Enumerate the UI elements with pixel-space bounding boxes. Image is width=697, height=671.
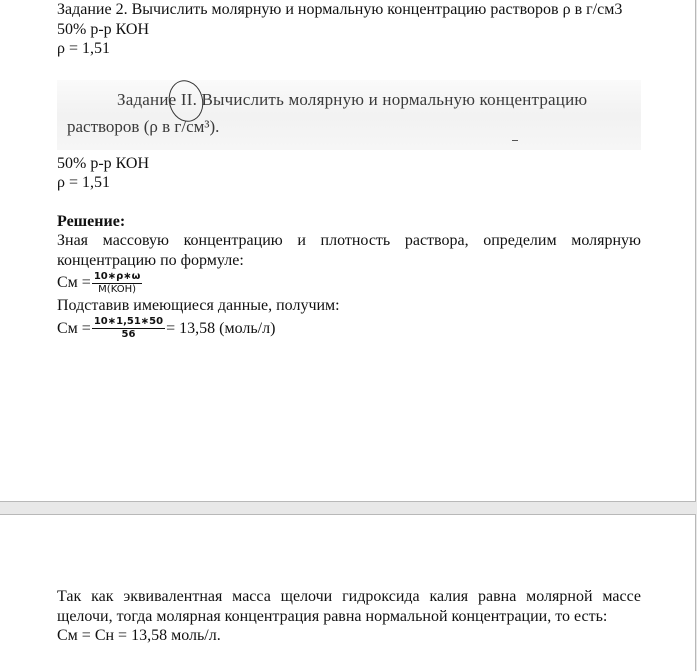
formula-1-lhs: См = <box>57 274 91 291</box>
solution-line-2: 50% р-р КОН <box>57 154 150 172</box>
intro-text: Зная массовую концентрацию и плотность раствора, определим молярную концентрацию по формуле: <box>57 232 641 269</box>
formula-1-numerator: 10∗ρ∗ω <box>93 270 141 282</box>
scan-mark <box>512 140 518 141</box>
scanned-task-image <box>57 80 641 150</box>
final-result: См = Сн = 13,58 моль/л. <box>57 627 221 644</box>
page-2-content <box>57 587 641 646</box>
density-line-2: ρ = 1,51 <box>57 174 111 191</box>
scan-line-1: Задание II. Вычислить молярную и нормальную концентрацию <box>117 89 588 109</box>
page-1-content <box>57 0 641 342</box>
formula-2-lhs: См = <box>57 319 91 337</box>
density-line: ρ = 1,51 <box>57 40 111 57</box>
document-page-2 <box>0 514 696 671</box>
formula-molarity <box>57 270 641 296</box>
scan-line-2: растворов (ρ в г/см³). <box>67 116 220 136</box>
formula-result <box>57 316 641 342</box>
formula-1-denominator: M(KOH) <box>92 283 143 296</box>
formula-2-numerator: 10∗1,51∗50 <box>93 316 164 327</box>
formula-1-fraction <box>92 271 143 296</box>
formula-2-rhs: = 13,58 (моль/л) <box>166 319 276 337</box>
substitute-text: Подставив имеющиеся данные, получим: <box>57 297 340 314</box>
solution-heading: Решение: <box>57 212 126 230</box>
formula-2-denominator: 56 <box>92 328 165 341</box>
task-title: Задание 2. Вычислить молярную и нормальную концентрацию растворов ρ в г/см3 <box>57 1 623 18</box>
formula-2-fraction <box>92 316 165 341</box>
solution-line: 50% р-р КОН <box>57 20 150 38</box>
equivalence-paragraph: Так как эквивалентная масса щелочи гидроксида калия равна молярной массе щелочи, тогда молярная концентрация равна нормальной концентрации, то есть: <box>57 588 641 625</box>
